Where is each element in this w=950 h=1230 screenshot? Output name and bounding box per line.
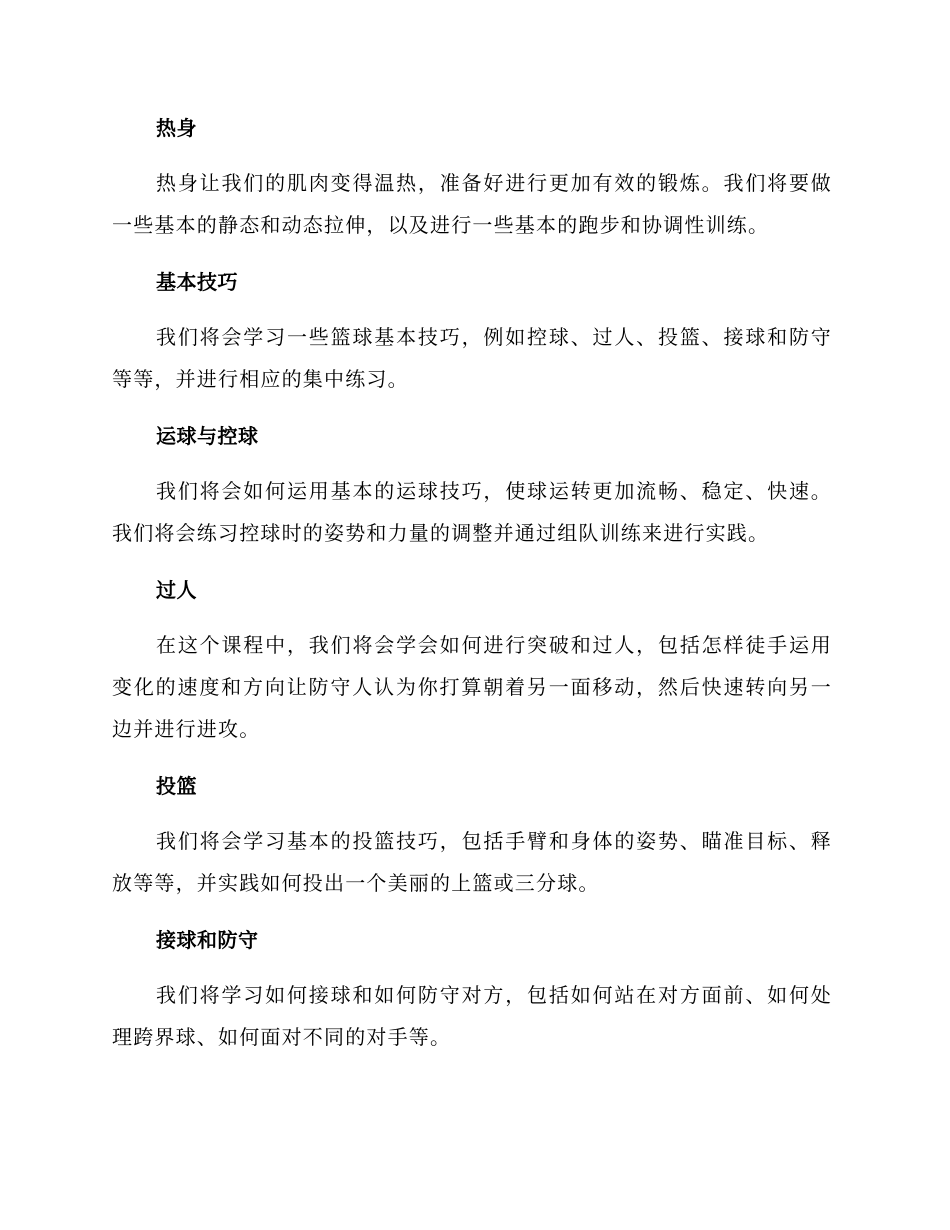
document-page xyxy=(112,108,832,1074)
section-heading-warmup: 热身 xyxy=(156,116,197,140)
section-heading-catch-defense: 接球和防守 xyxy=(156,928,259,952)
section-heading-shooting: 投篮 xyxy=(156,774,197,798)
section-body-basic-skills: 我们将会学习一些篮球基本技巧，例如控球、过人、投篮、接球和防守等等，并进行相应的集中练习。 xyxy=(112,325,832,391)
section-body-warmup: 热身让我们的肌肉变得温热，准备好进行更加有效的锻炼。我们将要做一些基本的静态和动态拉伸，以及进行一些基本的跑步和协调性训练。 xyxy=(112,171,832,237)
section-heading-crossover: 过人 xyxy=(156,578,197,602)
section-heading-basic-skills: 基本技巧 xyxy=(156,270,238,294)
section-body-catch-defense: 我们将学习如何接球和如何防守对方，包括如何站在对方面前、如何处理跨界球、如何面对不同的对手等。 xyxy=(112,983,832,1049)
section-body-dribbling: 我们将会如何运用基本的运球技巧，使球运转更加流畅、稳定、快速。我们将会练习控球时的姿势和力量的调整并通过组队训练来进行实践。 xyxy=(112,479,832,545)
section-body-crossover: 在这个课程中，我们将会学会如何进行突破和过人，包括怎样徒手运用变化的速度和方向让防守人认为你打算朝着另一面移动，然后快速转向另一边并进行进攻。 xyxy=(112,633,832,741)
section-body-shooting: 我们将会学习基本的投篮技巧，包括手臂和身体的姿势、瞄准目标、释放等等，并实践如何投出一个美丽的上篮或三分球。 xyxy=(112,829,832,895)
section-heading-dribbling: 运球与控球 xyxy=(156,424,259,448)
